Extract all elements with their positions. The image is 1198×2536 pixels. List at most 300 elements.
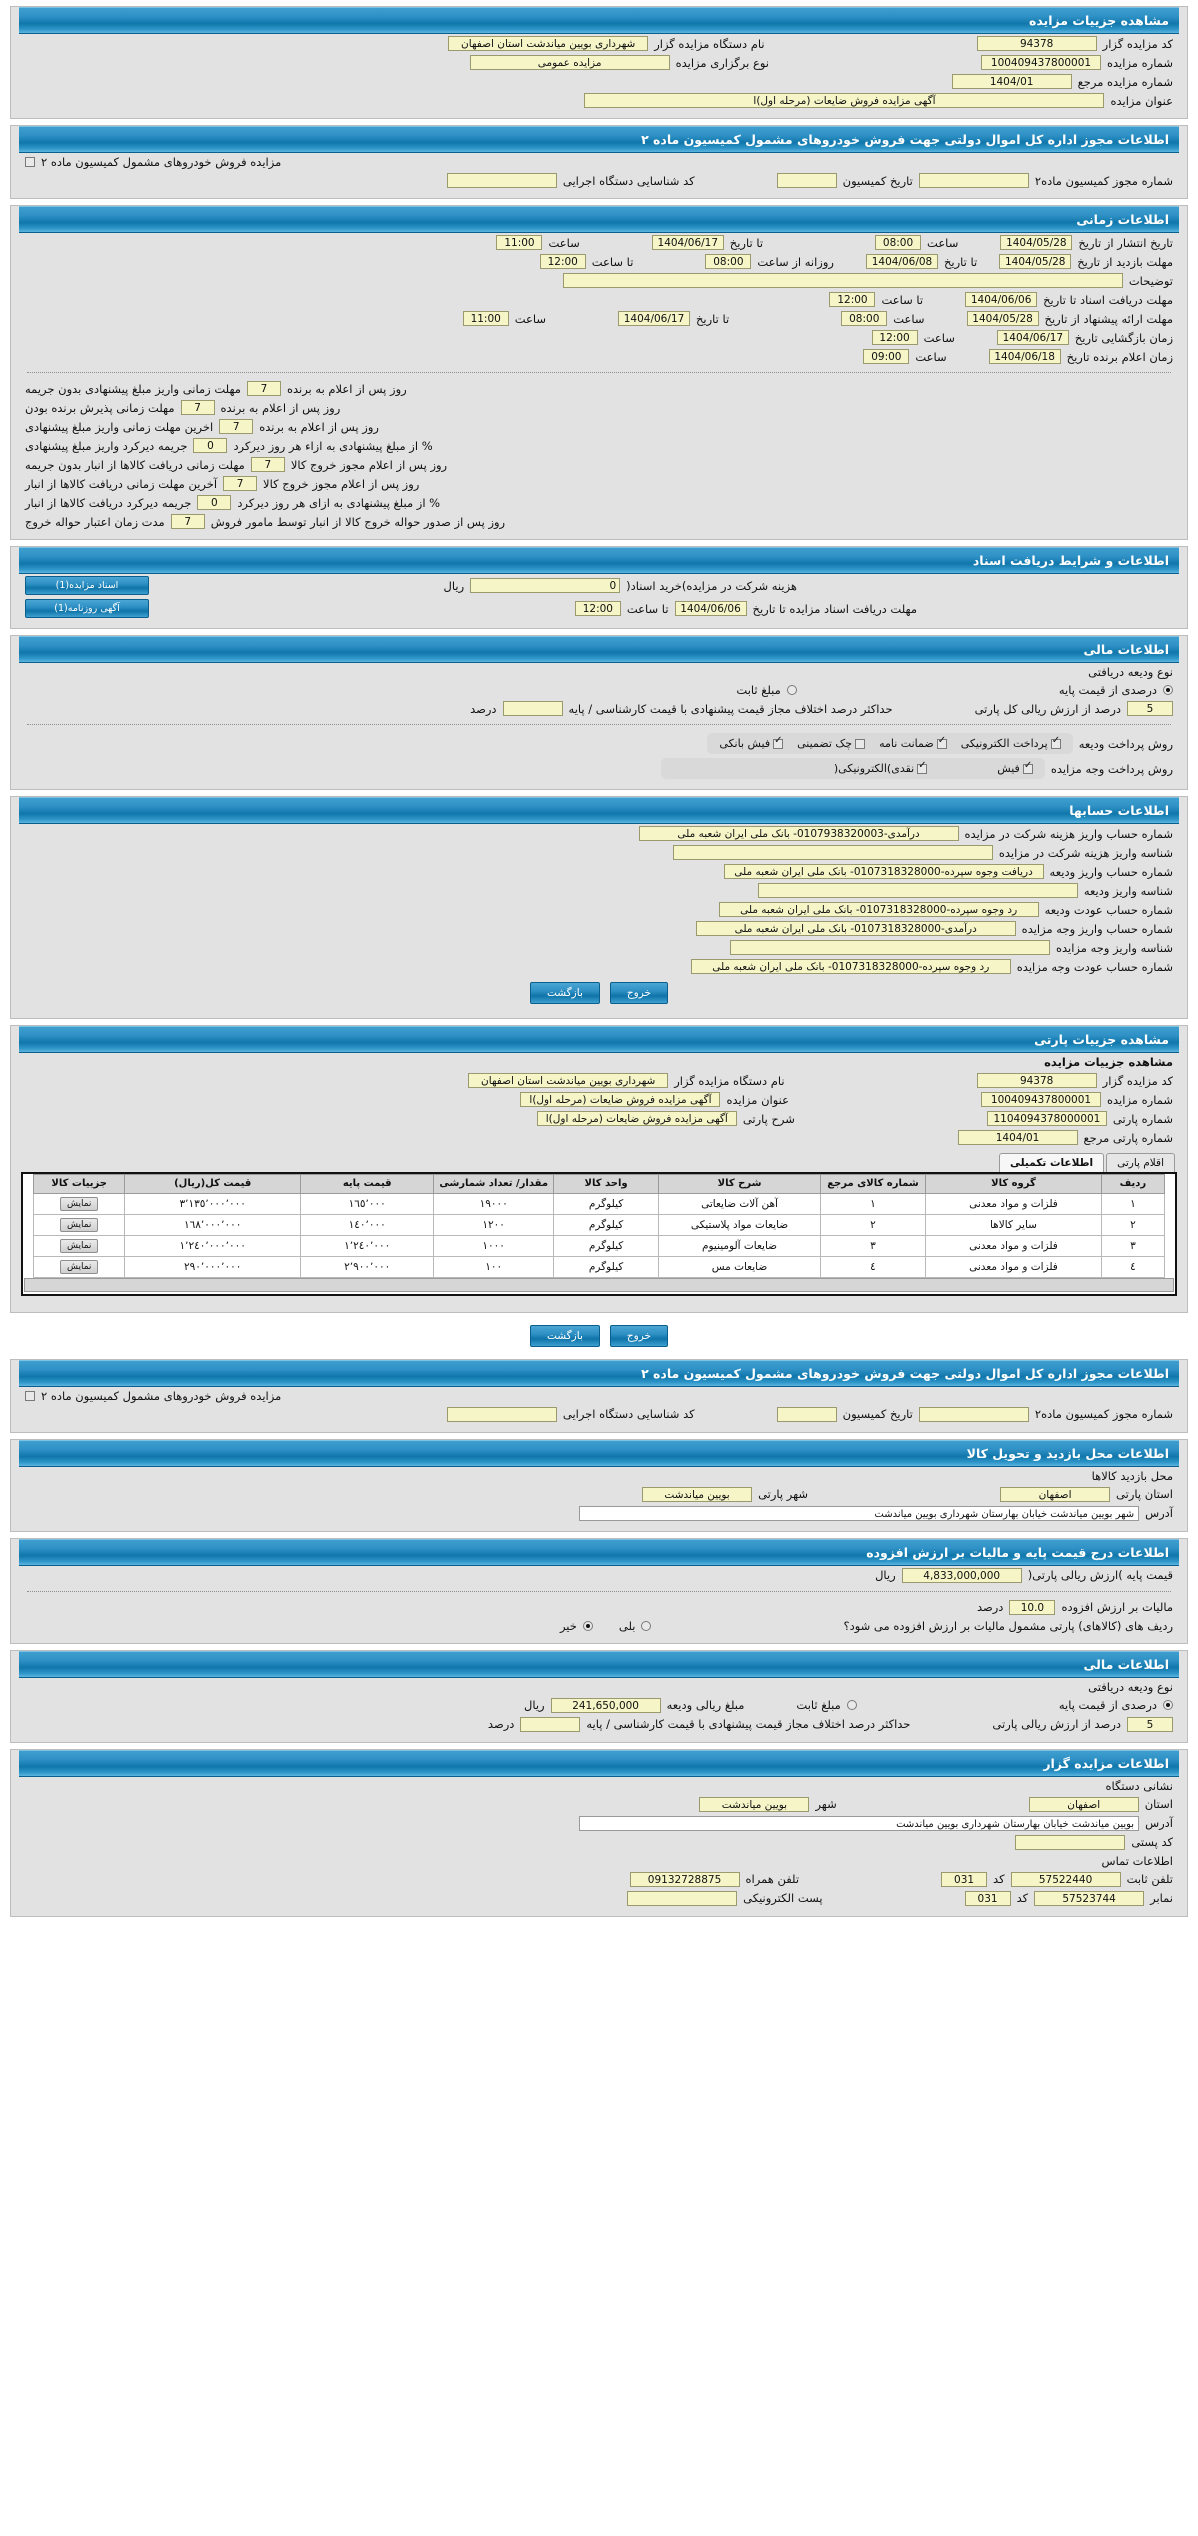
row-percent-value	[11, 699, 1187, 718]
label-electronic-payment: پرداخت الکترونیکی	[960, 737, 1048, 750]
label-auctioneer-province: استان	[1144, 1797, 1173, 1811]
value-mobile[interactable]: 09132728875	[630, 1872, 740, 1887]
deadline-rule-suffix: روز پس از اعلام مجوز خروج کالا	[290, 457, 448, 472]
label-shenase-participation-fee: شناسه واریز هزینه شرکت در مزایده	[998, 845, 1173, 860]
value-email[interactable]	[627, 1891, 737, 1906]
section-title-base-price-vat: اطلاعات درج قیمت پایه و مالیات بر ارزش افزوده	[19, 1539, 1179, 1566]
value-fax-code[interactable]: 031	[965, 1891, 1011, 1906]
value-shenase-participation-fee[interactable]	[673, 845, 993, 860]
value-winner-date[interactable]: 1404/06/18	[989, 349, 1061, 364]
cell-goods-group: فلزات و مواد معدنی	[926, 1235, 1102, 1256]
deadline-rule-row	[11, 436, 1187, 455]
option-electronic-payment[interactable]	[961, 737, 1061, 750]
label-shenase-auction-payment: شناسه واریز وجه مزایده	[1055, 940, 1173, 955]
cell-quantity: ١٠٠٠	[434, 1235, 553, 1256]
row-docs-deadline	[11, 290, 1187, 309]
label-publish-time-1: ساعت	[927, 235, 959, 250]
value-visit-from-date[interactable]: 1404/05/28	[999, 254, 1071, 269]
label-shenase-deposit: شناسه واریز ودیعه	[1083, 883, 1173, 898]
value-auctioneer-code[interactable]: 94378	[977, 36, 1097, 51]
label-publish-time-2: ساعت	[548, 235, 580, 250]
section-title-visit-delivery: اطلاعات محل بازدید و تحویل کالا	[19, 1440, 1179, 1467]
label-party-auctioneer-code: کد مزایده گزار	[1102, 1073, 1173, 1088]
value-visit-to-date[interactable]: 1404/06/08	[866, 254, 938, 269]
label-notes: توضیحات	[1128, 273, 1173, 288]
label-reference-number: شماره مزایده مرجع	[1077, 74, 1173, 89]
cell-goods-desc: ضایعات مواد پلاستیکی	[659, 1214, 821, 1235]
value-party-province[interactable]: اصفهان	[1000, 1487, 1110, 1502]
row-deposit-type-label-2	[11, 1678, 1187, 1696]
value-offer-to-date[interactable]: 1404/06/17	[618, 311, 690, 326]
row-deposit-payment-methods	[11, 731, 1187, 756]
label-offer-time-2: ساعت	[514, 311, 546, 326]
auction-details-page	[0, 6, 1198, 1917]
value-account-deposit-return[interactable]: رد وجوه سپرده-0107318328000- بانک ملی ایران شعبه ملی	[719, 902, 1039, 917]
value-permit-number[interactable]	[919, 173, 1029, 188]
label-party-province: استان پارتی	[1116, 1487, 1173, 1501]
label-opening-hour: ساعت	[923, 330, 955, 345]
row-notes	[11, 271, 1187, 290]
label-account-participation-fee: شماره حساب واریز هزینه شرکت در مزایده	[964, 826, 1173, 841]
row-postal-code	[11, 1833, 1187, 1852]
deadline-rule-row	[11, 493, 1187, 512]
row-base-price	[11, 1566, 1187, 1585]
label-party-auction-number: شماره مزایده	[1107, 1092, 1173, 1107]
goods-detail-button[interactable]: نمایش	[60, 1239, 98, 1253]
table-row	[34, 1193, 1165, 1214]
row-permit-fields	[11, 171, 1187, 190]
value-deposit-percent[interactable]: 5	[1127, 701, 1173, 716]
label-deposit-amount-unit: ریال	[523, 1698, 545, 1712]
deadline-rule-value[interactable]: 7	[219, 419, 253, 434]
deadline-rule-value[interactable]: 7	[181, 400, 215, 415]
row-publish-date	[11, 233, 1187, 252]
row-auctioneer-address	[11, 1814, 1187, 1833]
label-participation-cost: هزینه شرکت در مزایده)خرید اسناد(	[626, 578, 797, 593]
deadline-rule-value[interactable]: 0	[197, 495, 231, 510]
row-deposit-type-options-2	[11, 1696, 1187, 1715]
value-party-auction-title[interactable]: آگهی مزایده فروش ضایعات (مرحله اول)ا	[520, 1092, 720, 1107]
deposit-payment-method-group	[707, 733, 1072, 754]
value-visit-from-time[interactable]: 08:00	[705, 254, 751, 269]
row-percent-value-2	[11, 1715, 1187, 1734]
exit-button-2[interactable]: خروج	[610, 1325, 668, 1347]
label-documents-deadline: مهلت دریافت اسناد مزایده تا تاریخ	[752, 601, 917, 616]
label-permit-number: شماره مجوز کمیسیون ماده٢	[1034, 173, 1173, 188]
value-max-diff-percent[interactable]	[503, 701, 563, 716]
label-mobile: تلفن همراه	[745, 1872, 800, 1886]
deadline-rule-label: مدت زمان اعتبار حواله خروج	[25, 514, 165, 529]
accounts-panel	[10, 796, 1188, 1019]
value-account-deposit[interactable]: دریافت وجوه سپرده-0107318328000- بانک ملی ایران شعبه ملی	[724, 864, 1044, 879]
section-title-auction-details: مشاهده جزییات مزایده	[19, 7, 1179, 34]
checkbox-bank-receipt[interactable]	[773, 739, 783, 749]
tab-party-items[interactable]: اقلام پارتی	[1106, 1153, 1175, 1172]
label-offer-to: تا تاریخ	[696, 311, 730, 326]
value-exec-id-2[interactable]	[447, 1407, 557, 1422]
label-max-diff-unit: درصد	[470, 701, 497, 716]
value-winner-time[interactable]: 09:00	[863, 349, 909, 364]
deadline-rule-row	[11, 379, 1187, 398]
label-cost-unit: ریال	[443, 578, 465, 593]
visit-delivery-panel	[10, 1439, 1188, 1532]
row-opening-time	[11, 328, 1187, 347]
row-auction-title	[11, 91, 1187, 110]
label-address-section: نشانی دستگاه	[1105, 1778, 1173, 1793]
cell-goods-group: فلزات و مواد معدنی	[926, 1256, 1102, 1277]
value-notes[interactable]	[563, 273, 1123, 288]
value-visit-address[interactable]: شهر بویین میاندشت خیابان بهارستان شهرداری بویین میاندشت	[579, 1506, 1139, 1521]
deadline-rule-suffix: روز پس از اعلام به برنده	[220, 400, 341, 415]
deadline-rule-value[interactable]: 7	[247, 381, 281, 396]
auction-documents-button[interactable]: اسناد مزایده(1)	[25, 576, 149, 595]
value-publish-to-date[interactable]: 1404/06/17	[652, 235, 724, 250]
vehicle-permit-panel	[10, 125, 1188, 199]
section-title-financial-2: اطلاعات مالی	[19, 1651, 1179, 1678]
row-auctioneer-code	[11, 34, 1187, 53]
value-phone-code[interactable]: 031	[941, 1872, 987, 1887]
value-base-price[interactable]: 4,833,000,000	[902, 1568, 1022, 1583]
option-guarantee-letter[interactable]	[879, 737, 947, 750]
party-row	[11, 1090, 1187, 1109]
exit-button[interactable]: خروج	[610, 982, 668, 1004]
value-party-reference-number[interactable]: 1404/01	[958, 1130, 1078, 1145]
option-bank-receipt[interactable]	[719, 737, 783, 750]
cell-row-no: ٢	[1101, 1214, 1164, 1235]
row-participation-cost	[11, 574, 1187, 597]
base-price-vat-panel	[10, 1538, 1188, 1644]
cell-row-no: ٤	[1101, 1256, 1164, 1277]
label-visit-address: آدرس	[1145, 1506, 1173, 1520]
label-exec-id: کد شناسایی دستگاه اجرایی	[562, 173, 695, 188]
value-publish-from-time[interactable]: 08:00	[875, 235, 921, 250]
label-visit-place: محل بازدید کالاها	[1091, 1468, 1173, 1483]
th-row-no: ردیف	[1101, 1175, 1164, 1194]
label-deposit-amount: مبلغ ریالی ودیعه	[666, 1698, 745, 1712]
th-goods-unit: واحد کالا	[553, 1175, 658, 1194]
value-reference-number[interactable]: 1404/01	[952, 74, 1072, 89]
divider-vat	[27, 1591, 1171, 1592]
back-button-2[interactable]: بازگشت	[530, 1325, 600, 1347]
deadline-rule-row	[11, 398, 1187, 417]
value-postal-code[interactable]	[1015, 1835, 1125, 1850]
value-docs-deadline-time[interactable]: 12:00	[829, 292, 875, 307]
value-auction-number[interactable]: 100409437800001	[981, 55, 1101, 70]
deadline-rule-value[interactable]: 7	[223, 476, 257, 491]
deadline-rule-label: مهلت زمانی پذیرش برنده بودن	[25, 400, 175, 415]
value-commission-date[interactable]	[777, 173, 837, 188]
time-info-panel	[10, 205, 1188, 540]
action-buttons-row-2	[0, 1319, 1198, 1353]
th-quantity: مقدار/ تعداد شمارشی	[434, 1175, 553, 1194]
documents-panel	[10, 546, 1188, 629]
label-winner-announce: زمان اعلام برنده تاریخ	[1066, 349, 1173, 364]
row-vat	[11, 1598, 1187, 1617]
party-row	[11, 1109, 1187, 1128]
label-permit-number-2: شماره مجوز کمیسیون ماده٢	[1034, 1407, 1173, 1421]
value-party-auction-number[interactable]: 100409437800001	[981, 1092, 1101, 1107]
value-auctioneer-city[interactable]: بویین میاندشت	[699, 1797, 809, 1812]
th-ref-goods-no: شماره کالای مرجع	[820, 1175, 925, 1194]
value-deposit-amount[interactable]: 241,650,000	[551, 1698, 661, 1713]
label-vehicle-commission: مزایده فروش خودروهای مشمول کمیسیون ماده ٢	[41, 155, 282, 169]
label-fixed-amount: مبلغ ثابت	[736, 683, 781, 697]
row-party-subtitle	[11, 1053, 1187, 1071]
radio-percent-of-base-2[interactable]	[1163, 1700, 1173, 1710]
value-visit-to-time[interactable]: 12:00	[540, 254, 586, 269]
label-percent-of-base: درصدی از قیمت پایه	[1058, 683, 1157, 697]
action-buttons-row-1	[11, 976, 1187, 1010]
row-permit-fields-2	[11, 1405, 1187, 1424]
account-row	[11, 900, 1187, 919]
value-auctioneer-address[interactable]: بویین میاندشت خیابان بهارستان شهرداری بویین میاندشت	[579, 1816, 1139, 1831]
cell-quantity: ١٠٠	[434, 1256, 553, 1277]
deadline-rule-row	[11, 512, 1187, 531]
label-auctioneer-code: کد مزایده گزار	[1102, 36, 1173, 51]
label-deposit-type-2: نوع ودیعه دریافتی	[1088, 1679, 1173, 1694]
label-visit-date: مهلت بازدید از تاریخ	[1077, 254, 1173, 269]
option-guaranteed-check[interactable]	[797, 737, 865, 750]
value-shenase-auction-payment[interactable]	[730, 940, 1050, 955]
label-publish-date: تاریخ انتشار از تاریخ	[1078, 235, 1173, 250]
value-max-diff-percent-2[interactable]	[520, 1717, 580, 1732]
deadline-rule-suffix: روز پس از صدور حواله خروج کالا از انبار توسط مامور فروش	[210, 514, 506, 529]
cell-base-price: ٢٬٩٠٠٬٠٠٠	[301, 1256, 434, 1277]
row-auctioneer-province-city	[11, 1795, 1187, 1814]
checkbox-vehicle-commission[interactable]	[25, 157, 35, 167]
row-fax	[11, 1889, 1187, 1908]
deadline-rule-label: مهلت زمانی واریز مبلغ پیشنهادی بدون جریمه	[25, 381, 241, 396]
deadline-rule-label: مهلت زمانی دریافت کالاها از انبار بدون جریمه	[25, 457, 245, 472]
goods-detail-button[interactable]: نمایش	[60, 1218, 98, 1232]
value-phone[interactable]: 57522440	[1011, 1872, 1121, 1887]
row-deposit-type-label	[11, 663, 1187, 681]
table-row	[34, 1235, 1165, 1256]
row-contact-section	[11, 1852, 1187, 1870]
account-row	[11, 957, 1187, 976]
radio-fixed-amount[interactable]	[787, 685, 797, 695]
label-vat-no: خیر	[559, 1618, 577, 1633]
row-vat-question	[11, 1617, 1187, 1635]
label-fixed-amount-2: مبلغ ثابت	[796, 1698, 841, 1712]
label-vat: مالیات بر ارزش افزوده	[1061, 1600, 1173, 1614]
row-auction-number	[11, 53, 1187, 72]
value-commission-date-2[interactable]	[777, 1407, 837, 1422]
label-max-diff-percent-2: حداکثر درصد اختلاف مجاز قیمت پیشنهادی با قیمت کارشناسی / پایه	[586, 1717, 911, 1731]
label-auction-payment-method: روش پرداخت وجه مزایده	[1050, 761, 1173, 776]
account-row	[11, 919, 1187, 938]
label-party-auction-title: عنوان مزایده	[726, 1092, 789, 1107]
section-title-time-info: اطلاعات زمانی	[19, 206, 1179, 233]
deadline-rule-suffix: % از مبلغ پیشنهادی به ازاء هر روز دیرکرد	[233, 438, 433, 453]
label-auctioneer-city: شهر	[815, 1797, 837, 1811]
cell-total-price: ١٦٨٬٠٠٠٬٠٠٠	[125, 1214, 301, 1235]
value-auction-type[interactable]: مزایده عمومی	[470, 55, 670, 70]
tab-supplementary-info[interactable]: اطلاعات تکمیلی	[999, 1153, 1104, 1172]
cell-row-no: ٣	[1101, 1235, 1164, 1256]
value-fax[interactable]: 57523744	[1034, 1891, 1144, 1906]
cell-goods-unit: کیلوگرم	[553, 1235, 658, 1256]
checkbox-guarantee-letter[interactable]	[937, 739, 947, 749]
cell-ref-goods-no: ٤	[820, 1256, 925, 1277]
cell-goods-desc: ضایعات آلومینیوم	[659, 1235, 821, 1256]
label-vat-unit: درصد	[976, 1600, 1004, 1614]
value-vat[interactable]: 10.0	[1009, 1600, 1055, 1615]
checkbox-guaranteed-check[interactable]	[855, 739, 865, 749]
label-auction-number: شماره مزایده	[1107, 55, 1173, 70]
checkbox-vehicle-commission-2[interactable]	[25, 1391, 35, 1401]
value-deposit-percent-2[interactable]: 5	[1127, 1717, 1173, 1732]
option-receipt[interactable]	[997, 762, 1033, 775]
value-docs-deadline-date[interactable]: 1404/06/06	[965, 292, 1037, 307]
row-reference-number	[11, 72, 1187, 91]
radio-vat-no[interactable]	[583, 1621, 593, 1631]
financial-panel-2	[10, 1650, 1188, 1743]
value-documents-deadline-date[interactable]: 1404/06/06	[675, 601, 747, 616]
newspaper-ad-button[interactable]: آگهی روزنامه(1)	[25, 599, 149, 618]
value-party-description[interactable]: آگهی مزایده فروش ضایعات (مرحله اول)ا	[537, 1111, 737, 1126]
divider-payment-methods	[27, 724, 1171, 725]
checkbox-cash-electronic[interactable]	[917, 764, 927, 774]
value-auctioneer-name[interactable]: شهرداری بویین میاندشت استان اصفهان	[448, 36, 648, 51]
back-button[interactable]: بازگشت	[530, 982, 600, 1004]
label-auction-title: عنوان مزایده	[1110, 93, 1173, 108]
value-exec-id[interactable]	[447, 173, 557, 188]
deadline-rule-label: جریمه دیرکرد واریز مبلغ پیشنهادی	[25, 438, 188, 453]
deadline-rule-row	[11, 474, 1187, 493]
label-vat-question: ردیف های (کالاهای) پارتی مشمول مالیات بر ارزش افزوده می شود؟	[843, 1618, 1173, 1633]
label-deposit-payment-method: روش پرداخت ودیعه	[1078, 736, 1173, 751]
value-party-auctioneer-name[interactable]: شهرداری بویین میاندشت استان اصفهان	[468, 1073, 668, 1088]
label-max-diff-percent: حداکثر درصد اختلاف مجاز قیمت پیشنهادی با قیمت کارشناسی / پایه	[568, 701, 893, 716]
account-row	[11, 881, 1187, 900]
value-party-auctioneer-code[interactable]: 94378	[977, 1073, 1097, 1088]
table-footer-bar	[24, 1278, 1174, 1292]
cell-total-price: ٢٩٠٬٠٠٠٬٠٠٠	[125, 1256, 301, 1277]
row-address-section	[11, 1777, 1187, 1795]
label-contact-section: اطلاعات تماس	[1101, 1853, 1173, 1868]
label-guarantee-letter: ضمانت نامه	[879, 737, 934, 750]
value-offer-to-time[interactable]: 11:00	[463, 311, 509, 326]
value-account-auction-return[interactable]: رد وجوه سپرده-0107318328000- بانک ملی ایران شعبه ملی	[691, 959, 1011, 974]
cell-goods-desc: آهن آلات ضایعاتی	[659, 1193, 821, 1214]
label-bank-receipt: فیش بانکی	[719, 737, 771, 750]
label-exec-id-2: کد شناسایی دستگاه اجرایی	[562, 1407, 695, 1421]
row-winner-announce	[11, 347, 1187, 366]
radio-fixed-amount-2[interactable]	[847, 1700, 857, 1710]
label-party-number: شماره پارتی	[1112, 1111, 1173, 1126]
value-publish-from-date[interactable]: 1404/05/28	[1000, 235, 1072, 250]
value-documents-deadline-time[interactable]: 12:00	[575, 601, 621, 616]
value-auction-title[interactable]: آگهی مزایده فروش ضایعات (مرحله اول)ا	[584, 93, 1104, 108]
value-opening-time[interactable]: 12:00	[872, 330, 918, 345]
auction-payment-method-group	[661, 758, 1045, 779]
deadline-rule-suffix: روز پس از اعلام به برنده	[259, 419, 379, 434]
value-permit-number-2[interactable]	[919, 1407, 1029, 1422]
table-row	[34, 1214, 1165, 1235]
label-email: پست الکترونیکی	[743, 1891, 823, 1905]
label-auctioneer-address: آدرس	[1145, 1816, 1173, 1830]
label-vehicle-commission-2: مزایده فروش خودروهای مشمول کمیسیون ماده ٢	[41, 1388, 282, 1403]
value-account-participation-fee[interactable]: درآمدی-0107938320003- بانک ملی ایران شعبه ملی	[639, 826, 959, 841]
value-publish-to-time[interactable]: 11:00	[496, 235, 542, 250]
value-opening-date[interactable]: 1404/06/17	[997, 330, 1069, 345]
label-visit-until: تا ساعت	[591, 254, 634, 269]
cell-row-no: ١	[1101, 1193, 1164, 1214]
value-party-number[interactable]: 1104094378000001	[987, 1111, 1107, 1126]
deadline-rule-value[interactable]: 7	[251, 457, 285, 472]
label-publish-to: تا تاریخ	[729, 235, 764, 250]
deadline-rule-value[interactable]: 7	[171, 514, 205, 529]
label-postal-code: کد پستی	[1131, 1835, 1173, 1849]
th-total-price: قیمت کل(ریال)	[125, 1175, 301, 1194]
value-shenase-deposit[interactable]	[758, 883, 1078, 898]
label-account-auction-return: شماره حساب عودت وجه مزایده	[1016, 959, 1173, 974]
th-goods-detail: جزییات کالا	[34, 1175, 125, 1194]
deadline-rules-list	[11, 379, 1187, 531]
label-account-deposit-return: شماره حساب عودت ودیعه	[1044, 902, 1173, 917]
label-base-price-unit: ریال	[875, 1568, 896, 1582]
deadline-rule-suffix: روز پس از اعلام به برنده	[286, 381, 407, 396]
deadline-rule-suffix: % از مبلغ پیشنهادی به ازای هر روز دیرکرد	[237, 495, 441, 510]
goods-detail-button[interactable]: نمایش	[60, 1260, 98, 1274]
party-row	[11, 1071, 1187, 1090]
label-party-description: شرح پارتی	[742, 1111, 795, 1126]
deadline-rule-suffix: روز پس از اعلام مجوز خروج کالا	[263, 476, 420, 491]
value-offer-from-time[interactable]: 08:00	[841, 311, 887, 326]
label-guaranteed-check: چک تضمینی	[797, 737, 853, 750]
row-auction-payment-methods	[11, 756, 1187, 781]
cell-base-price: ١٦٥٬٠٠٠	[301, 1193, 434, 1214]
value-auctioneer-province[interactable]: اصفهان	[1029, 1797, 1139, 1812]
row-deposit-type-options	[11, 681, 1187, 699]
label-receipt: فیش	[997, 762, 1020, 775]
vehicle-permit-panel-2	[10, 1359, 1188, 1433]
checkbox-receipt[interactable]	[1023, 764, 1033, 774]
deadline-rule-label: اخرین مهلت زمانی واریز مبلغ پیشنهادی	[25, 419, 214, 434]
divider-deadline-rules	[27, 372, 1171, 373]
label-winner-hour: ساعت	[915, 349, 947, 364]
goods-detail-button[interactable]: نمایش	[60, 1197, 98, 1211]
cell-ref-goods-no: ٢	[820, 1214, 925, 1235]
value-participation-cost[interactable]: 0	[470, 578, 620, 593]
checkbox-electronic-payment[interactable]	[1051, 739, 1061, 749]
cell-total-price: ١٬٢٤٠٬٠٠٠٬٠٠٠	[125, 1235, 301, 1256]
value-party-city[interactable]: بویین میاندشت	[642, 1487, 752, 1502]
section-title-party-details: مشاهده جزییات پارتی	[19, 1026, 1179, 1053]
value-offer-from-date[interactable]: 1404/05/28	[967, 311, 1039, 326]
section-title-auctioneer: اطلاعات مزایده گزار	[19, 1750, 1179, 1777]
account-row	[11, 843, 1187, 862]
th-goods-group: گروه کالا	[926, 1175, 1102, 1194]
label-visit-daily: روزانه از ساعت	[757, 254, 834, 269]
label-party-city: شهر پارتی	[758, 1487, 809, 1501]
cell-ref-goods-no: ٣	[820, 1235, 925, 1256]
label-percent-suffix-2: درصد از ارزش ریالی پارتی	[992, 1717, 1121, 1731]
option-cash-electronic[interactable]	[834, 762, 927, 775]
label-auctioneer-name: نام دستگاه مزایده گزار	[654, 36, 765, 51]
label-party-auctioneer-name: نام دستگاه مزایده گزار	[674, 1073, 785, 1088]
radio-vat-yes[interactable]	[641, 1621, 651, 1631]
value-account-auction-payment[interactable]: درآمدی-0107318328000- بانک ملی ایران شعبه ملی	[696, 921, 1016, 936]
deadline-rule-value[interactable]: 0	[193, 438, 227, 453]
label-opening-time: زمان بازگشایی تاریخ	[1074, 330, 1173, 345]
row-vehicle-checkbox-2	[11, 1387, 1187, 1405]
row-visit-place-label	[11, 1467, 1187, 1485]
radio-percent-of-base[interactable]	[1163, 685, 1173, 695]
deadline-rule-row	[11, 455, 1187, 474]
label-account-deposit: شماره حساب واریز ودیعه	[1049, 864, 1173, 879]
